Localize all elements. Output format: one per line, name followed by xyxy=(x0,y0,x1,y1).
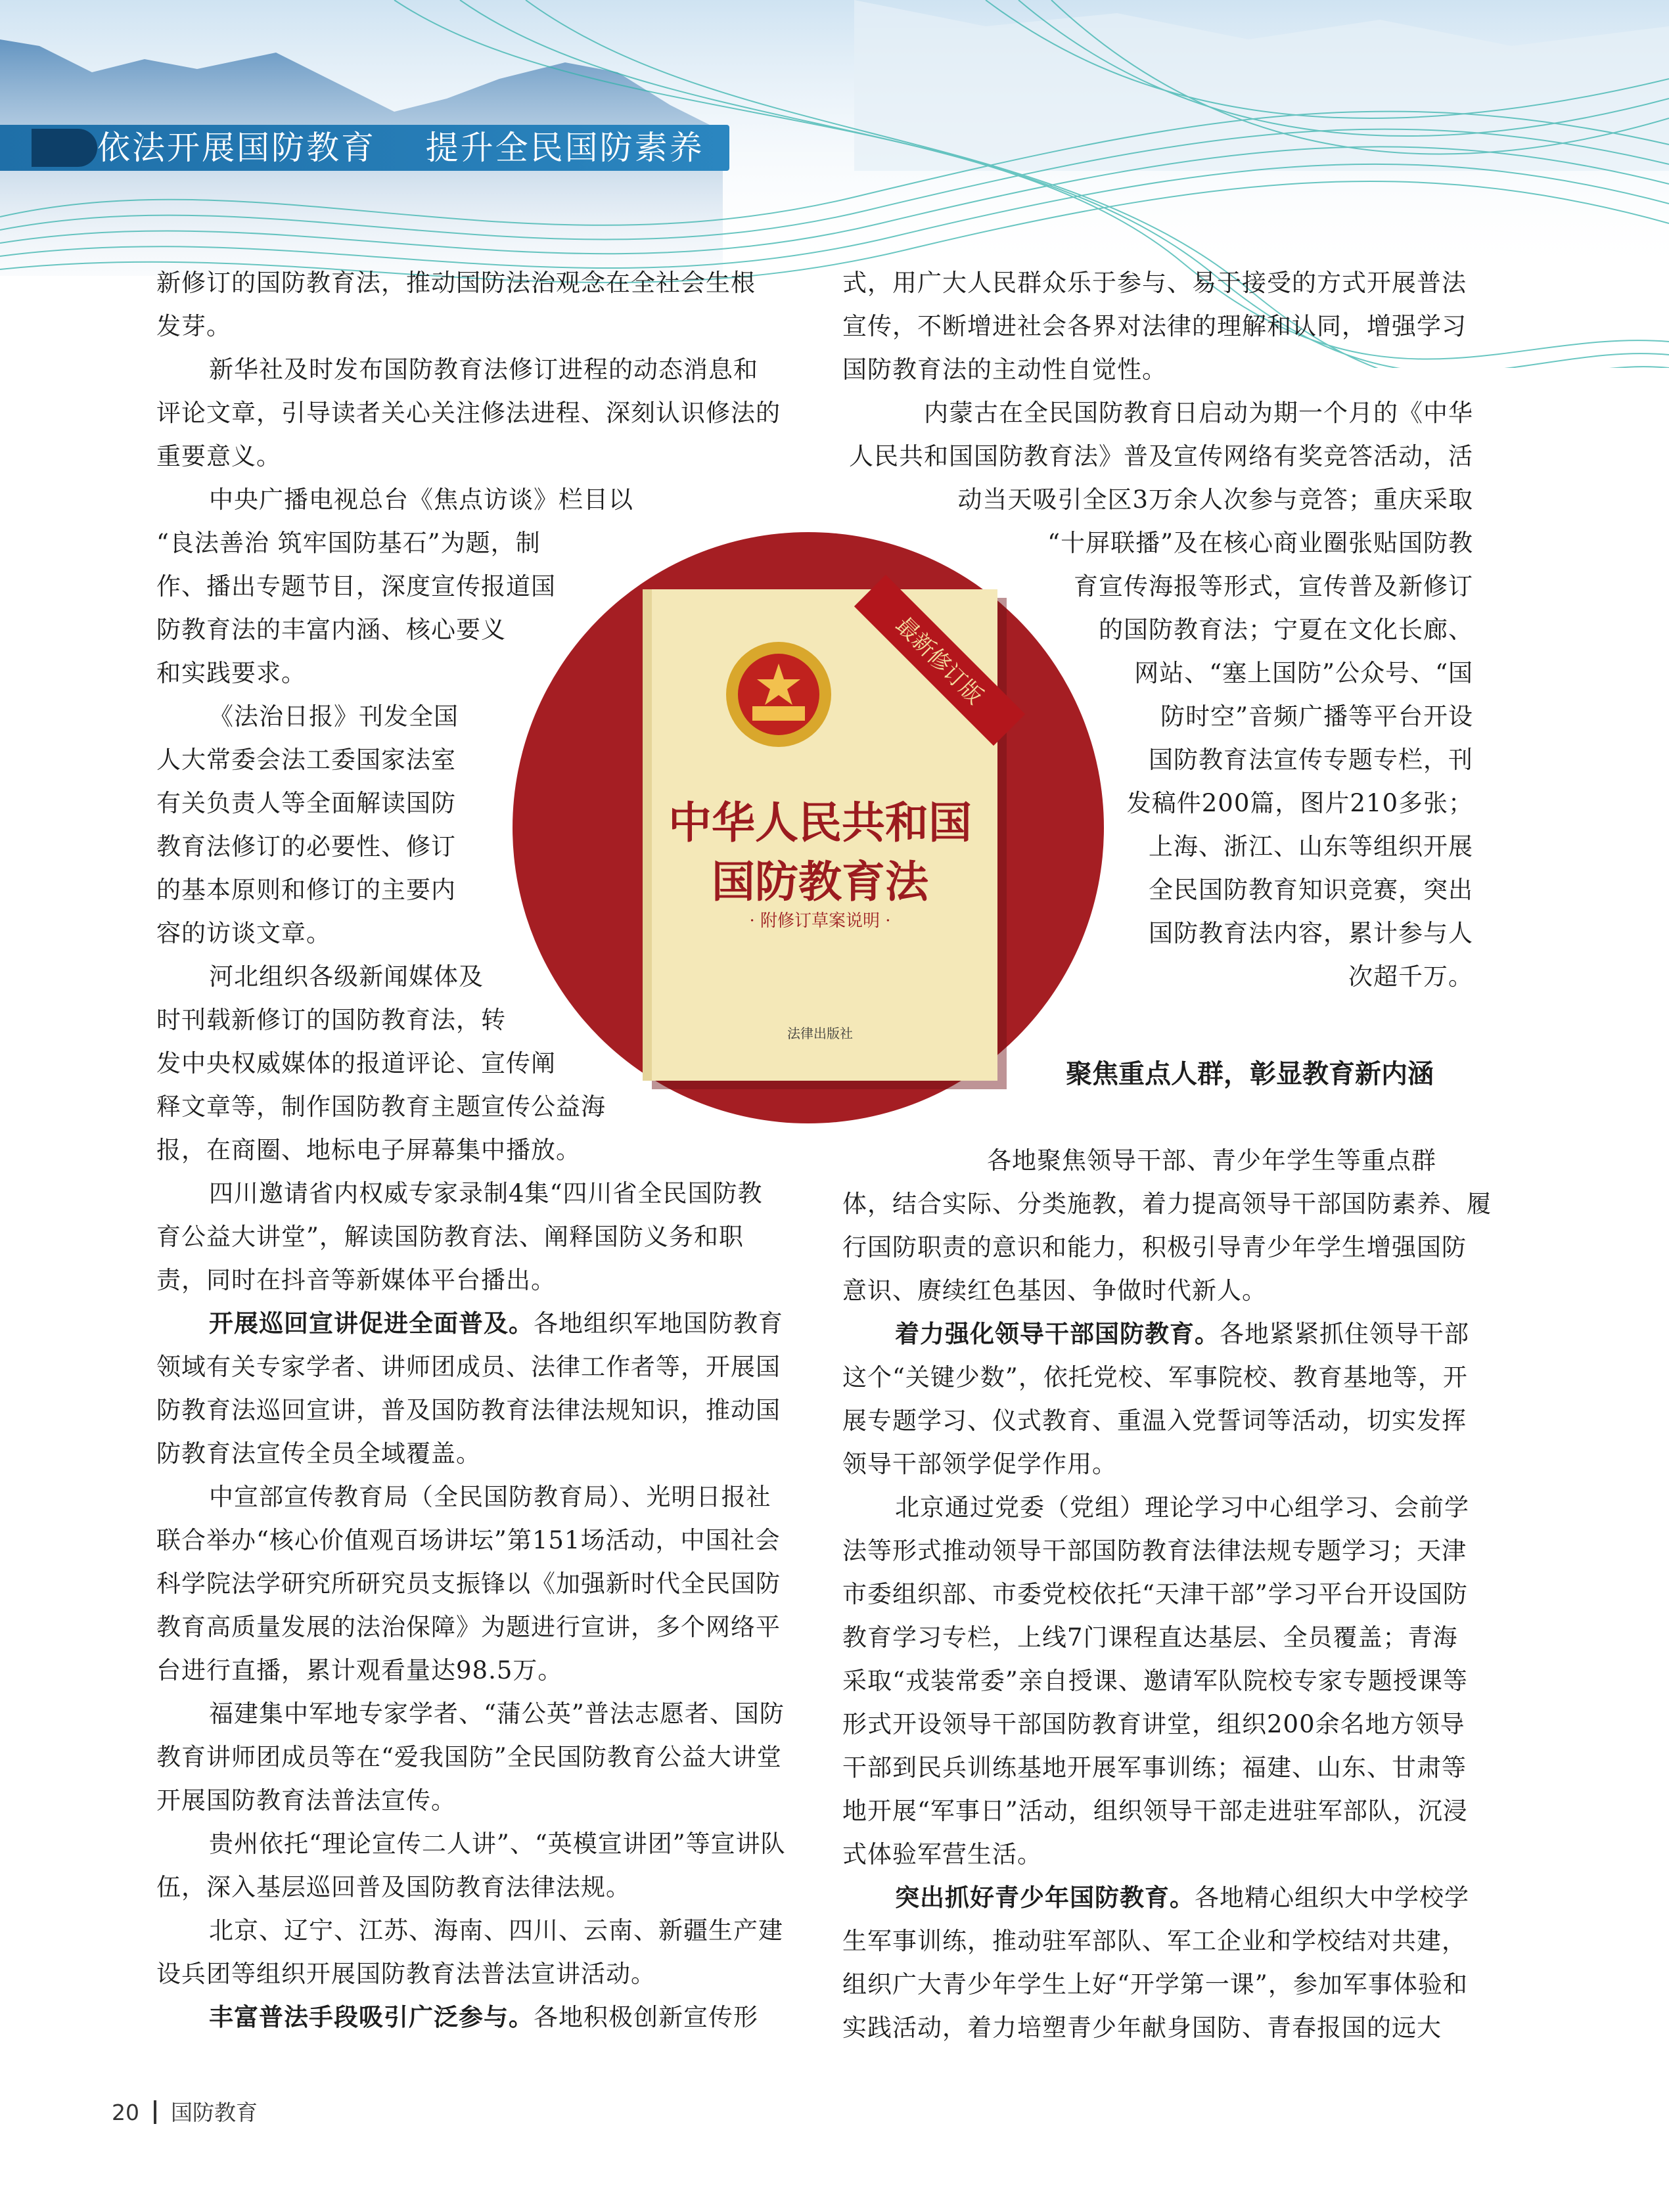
paragraph xyxy=(842,261,1473,392)
text-line: 式，用广大人民群众乐于参与、易于接受的方式开展普法 xyxy=(842,269,1467,297)
text-line: 河北组织各级新闻媒体及 xyxy=(209,962,484,991)
section-heading: 聚焦重点人群，彰显教育新内涵 xyxy=(1066,1059,1434,1089)
book-title-line1: 中华人民共和国 xyxy=(668,797,972,848)
text-line: 全民国防教育知识竞赛，突出 xyxy=(1149,876,1473,904)
text-line: 育宣传海报等形式，宣传普及新修订 xyxy=(1074,572,1473,600)
text-line: 发中央权威媒体的报道评论、宣传阐 xyxy=(156,1049,556,1077)
text-line: 防教育法的丰富内涵、核心要义 xyxy=(156,616,506,644)
page-footer xyxy=(112,2096,258,2127)
paragraph xyxy=(842,1876,1473,2050)
text-line: 时刊载新修订的国防教育法，转 xyxy=(156,1006,506,1034)
paragraph: 福建集中军地专家学者、“蒲公英”普法志愿者、国防教育讲师团成员等在“爱我国防”全民国防教育公益大讲堂开展国防教育法普法宣传。 xyxy=(156,1700,785,1815)
book-title-line2: 国防教育法 xyxy=(712,856,928,907)
text-line: 防时空”音频广播等平台开设 xyxy=(1160,702,1473,731)
paragraph-lead: 丰富普法手段吸引广泛参与。 xyxy=(209,2003,534,2031)
text-line: 人民共和国国防教育法》普及宣传网络有奖竞答活动，活 xyxy=(849,442,1473,470)
paragraph-body: 各地紧紧抓住领导干部这个“关键少数”，依托党校、军事院校、教育基地等，开展专题学习、仪式教育、重温入党誓词等活动，切实发挥领导干部领学促学作用。 xyxy=(842,1320,1469,1478)
paragraph-lead: 着力强化领导干部国防教育。 xyxy=(895,1320,1220,1348)
text-line: 发稿件200篇，图片210多张； xyxy=(1126,789,1473,817)
text-line: 上海、浙江、山东等组织开展 xyxy=(1149,832,1473,861)
book-publisher: 法律出版社 xyxy=(787,1026,853,1041)
page-number: 20 xyxy=(112,2100,139,2125)
text-line: 重要意义。 xyxy=(156,442,281,470)
text-line: 国防教育法内容，累计参与人 xyxy=(1149,919,1473,947)
text-line: 人大常委会法工委国家法室 xyxy=(156,746,456,774)
text-line: 体，结合实际、分类施教，着力提高领导干部国防素养、履 xyxy=(842,1190,1492,1218)
badge-text: 最新修订版 xyxy=(890,612,988,710)
right-column-bottom xyxy=(842,1139,1492,2050)
paragraph-body: 各地积极创新宣传形 xyxy=(534,2003,758,2031)
text-line: 和实践要求。 xyxy=(156,659,306,687)
text-line: 发芽。 xyxy=(156,312,231,340)
text-line: 容的访谈文章。 xyxy=(156,919,331,947)
text-line: 国防教育法的主动性自觉性。 xyxy=(842,355,1167,384)
paragraph xyxy=(156,1996,787,2039)
paragraph xyxy=(156,1302,787,1476)
paragraph-lead: 突出抓好青少年国防教育。 xyxy=(895,1884,1195,1912)
text-line: 新修订的国防教育法，推动国防法治观念在全社会生根 xyxy=(156,269,756,297)
text-line: 各地聚焦领导干部、青少年学生等重点群 xyxy=(987,1146,1436,1175)
book-subtitle: · 附修订草案说明 · xyxy=(749,911,891,931)
text-line: 宣传，不断增进社会各界对法律的理解和认同，增强学习 xyxy=(842,312,1467,340)
text-line: 动当天吸引全区3万余人次参与竞答；重庆采取 xyxy=(957,485,1473,514)
paragraph: 贵州依托“理论宣传二人讲”、“英模宣讲团”等宣讲队伍，深入基层巡回普及国防教育法律法规。 xyxy=(156,1830,786,1901)
text-line: 释文章等，制作国防教育主题宣传公益海 xyxy=(156,1093,606,1121)
paragraph xyxy=(156,261,787,348)
text-line: 报，在商圈、地标电子屏幕集中播放。 xyxy=(156,1136,581,1164)
paragraph xyxy=(842,1139,1492,1313)
paragraph: 北京、辽宁、江苏、海南、四川、云南、新疆生产建设兵团等组织开展国防教育法普法宣讲活动。 xyxy=(156,1916,783,1988)
page-section-title: 依法开展国防教育 提升全民国防素养 xyxy=(97,129,704,167)
footer-divider xyxy=(154,2100,156,2124)
paragraph-lead: 开展巡回宣讲促进全面普及。 xyxy=(209,1309,534,1338)
text-line: 《法治日报》刊发全国 xyxy=(209,702,459,731)
paragraph xyxy=(842,1313,1473,1486)
text-line: “良法善治 筑牢国防基石”为题，制 xyxy=(156,529,541,557)
text-line: 的国防教育法；宁夏在文化长廊、 xyxy=(1099,616,1473,644)
text-line: 行国防职责的意识和能力，积极引导青少年学生增强国防 xyxy=(842,1233,1467,1261)
paragraph: 中宣部宣传教育局（全民国防教育局）、光明日报社联合举办“核心价值观百场讲坛”第151场活动，中国社会科学院法学研究所研究员支振锋以《加强新时代全民国防教育高质量发展的法治保障》为题进行宣讲，多个网络平台进行直播，累计观看量达98.5万。 xyxy=(156,1483,781,1684)
text-line: “十屏联播”及在核心商业圈张贴国防教 xyxy=(1047,529,1473,557)
banner-accent xyxy=(32,129,97,167)
text-line: 意识、赓续红色基因、争做时代新人。 xyxy=(842,1276,1267,1305)
text-line: 新华社及时发布国防教育法修订进程的动态消息和 xyxy=(209,355,758,384)
paragraph: 四川邀请省内权威专家录制4集“四川省全民国防教育公益大讲堂”，解读国防教育法、阐释国防义务和职责，同时在抖音等新媒体平台播出。 xyxy=(156,1179,763,1294)
text-line: 作、播出专题节目，深度宣传报道国 xyxy=(156,572,556,600)
text-line: 国防教育法宣传专题专栏，刊 xyxy=(1149,746,1473,774)
text-line: 有关负责人等全面解读国防 xyxy=(156,789,456,817)
text-line: 教育法修订的必要性、修订 xyxy=(156,832,456,861)
book-cover-illustration xyxy=(513,522,1104,1133)
text-line: 中央广播电视总台《焦点访谈》栏目以 xyxy=(209,485,633,514)
magazine-name: 国防教育 xyxy=(171,2100,258,2125)
text-line: 次超千万。 xyxy=(1348,962,1473,991)
text-line: 的基本原则和修订的主要内 xyxy=(156,876,456,904)
paragraph: 北京通过党委（党组）理论学习中心组学习、会前学法等形式推动领导干部国防教育法律法规专题学习；天津市委组织部、市委党校依托“天津干部”学习平台开设国防教育学习专栏，上线7门课程直达基层、全员覆盖；青海采取“戎装常委”亲自授课、邀请军队院校专家专题授课等形式开设领导干部国防教育讲堂，组织200余名地方领导干部到民兵训练基地开展军事训练；福建、山东、甘肃等地开展“军事日”活动，组织领导干部走进驻军部队，沉浸式体验军营生活。 xyxy=(842,1493,1469,1868)
paragraph-body: 各地组织军地国防教育领域有关专家学者、讲师团成员、法律工作者等，开展国防教育法巡回宣讲，普及国防教育法律法规知识，推动国防教育法宣传全员全域覆盖。 xyxy=(156,1309,783,1468)
paragraph xyxy=(156,348,787,478)
text-line: 评论文章，引导读者关心关注修法进程、深刻认识修法的 xyxy=(156,399,781,427)
text-line: 内蒙古在全民国防教育日启动为期一个月的《中华 xyxy=(924,399,1473,427)
national-emblem-icon xyxy=(726,642,831,747)
text-line: 网站、“塞上国防”公众号、“国 xyxy=(1134,659,1473,687)
paragraph-body: 各地精心组织大中学校学生军事训练，推动驻军部队、军工企业和学校结对共建，组织广大青少年学生上好“开学第一课”，参加军事体验和实践活动，着力培塑青少年献身国防、青春报国的远大 xyxy=(842,1884,1469,2042)
